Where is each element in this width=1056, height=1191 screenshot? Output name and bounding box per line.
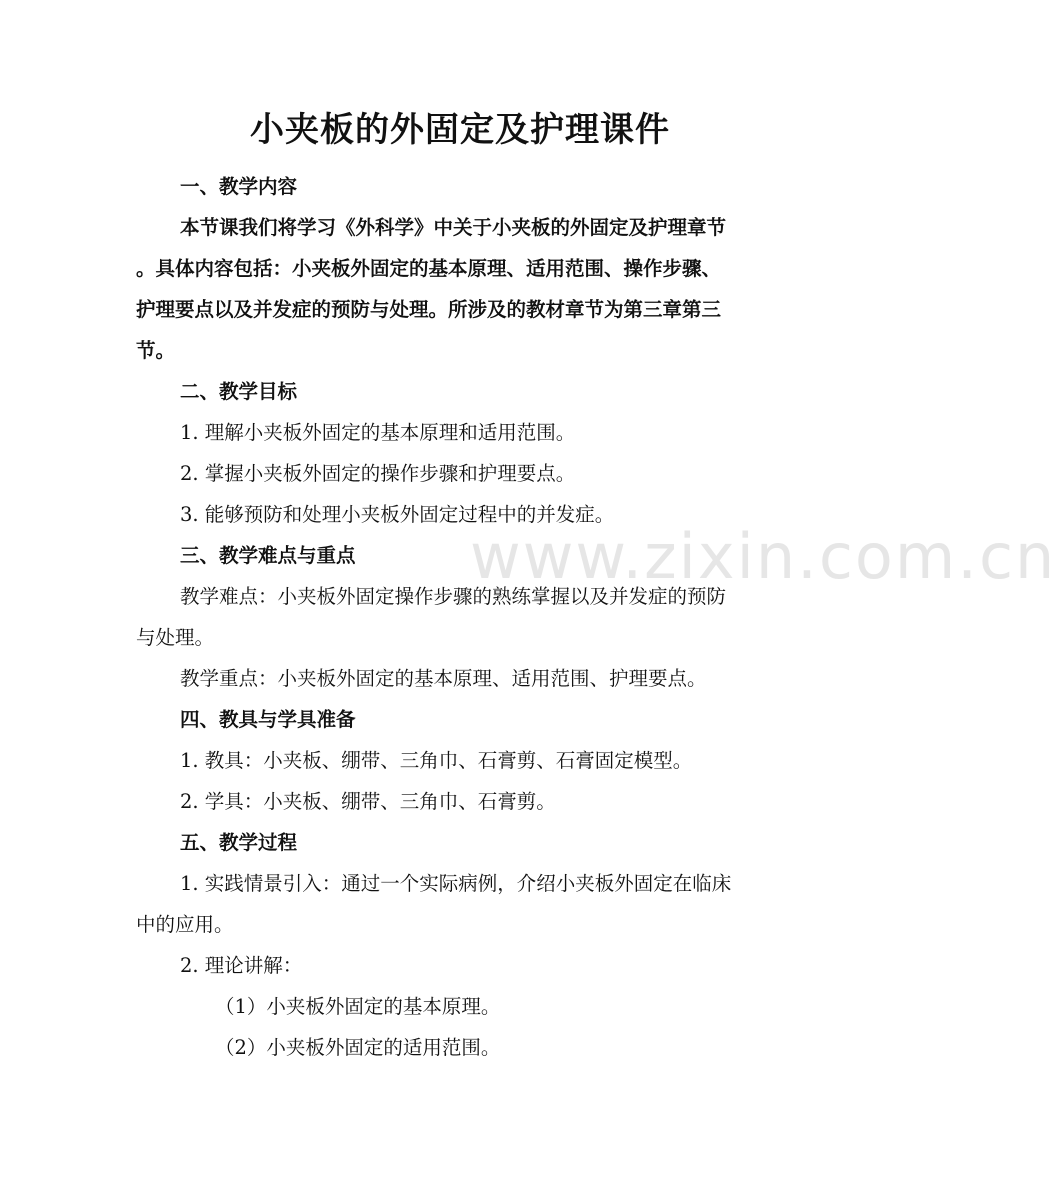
- list-item: 2. 学具：小夹板、绷带、三角巾、石膏剪。: [180, 790, 556, 813]
- list-item: 2. 掌握小夹板外固定的操作步骤和护理要点。: [180, 462, 576, 485]
- paragraph-line: 中的应用。: [136, 913, 234, 936]
- section-heading-teaching-content: 一、教学内容: [180, 175, 298, 198]
- section-heading-process: 五、教学过程: [180, 831, 298, 854]
- section-heading-tools: 四、教具与学具准备: [180, 708, 356, 731]
- section-heading-difficulties: 三、教学难点与重点: [180, 544, 356, 567]
- section-heading-teaching-goals: 二、教学目标: [180, 380, 298, 403]
- list-item: 1. 实践情景引入：通过一个实际病例，介绍小夹板外固定在临床: [180, 872, 732, 895]
- list-item: 1. 教具：小夹板、绷带、三角巾、石膏剪、石膏固定模型。: [180, 749, 693, 772]
- sub-list-item: （1）小夹板外固定的基本原理。: [215, 995, 501, 1018]
- sub-list-item: （2）小夹板外固定的适用范围。: [215, 1036, 501, 1059]
- paragraph-line: 教学难点：小夹板外固定操作步骤的熟练掌握以及并发症的预防: [180, 585, 727, 608]
- paragraph-line: 本节课我们将学习《外科学》中关于小夹板的外固定及护理章节: [180, 216, 727, 239]
- list-item: 1. 理解小夹板外固定的基本原理和适用范围。: [180, 421, 576, 444]
- list-item: 3. 能够预防和处理小夹板外固定过程中的并发症。: [180, 503, 615, 526]
- document-title: 小夹板的外固定及护理课件: [250, 110, 670, 150]
- paragraph-line: 与处理。: [136, 626, 215, 649]
- watermark: www.zixin.com.cn: [470, 520, 1056, 593]
- paragraph-line: 教学重点：小夹板外固定的基本原理、适用范围、护理要点。: [180, 667, 707, 690]
- list-item: 2. 理论讲解：: [180, 954, 303, 977]
- paragraph-line: 节。: [136, 339, 176, 362]
- paragraph-line: 护理要点以及并发症的预防与处理。所涉及的教材章节为第三章第三: [136, 298, 722, 321]
- paragraph-line: 。具体内容包括：小夹板外固定的基本原理、适用范围、操作步骤、: [136, 257, 722, 280]
